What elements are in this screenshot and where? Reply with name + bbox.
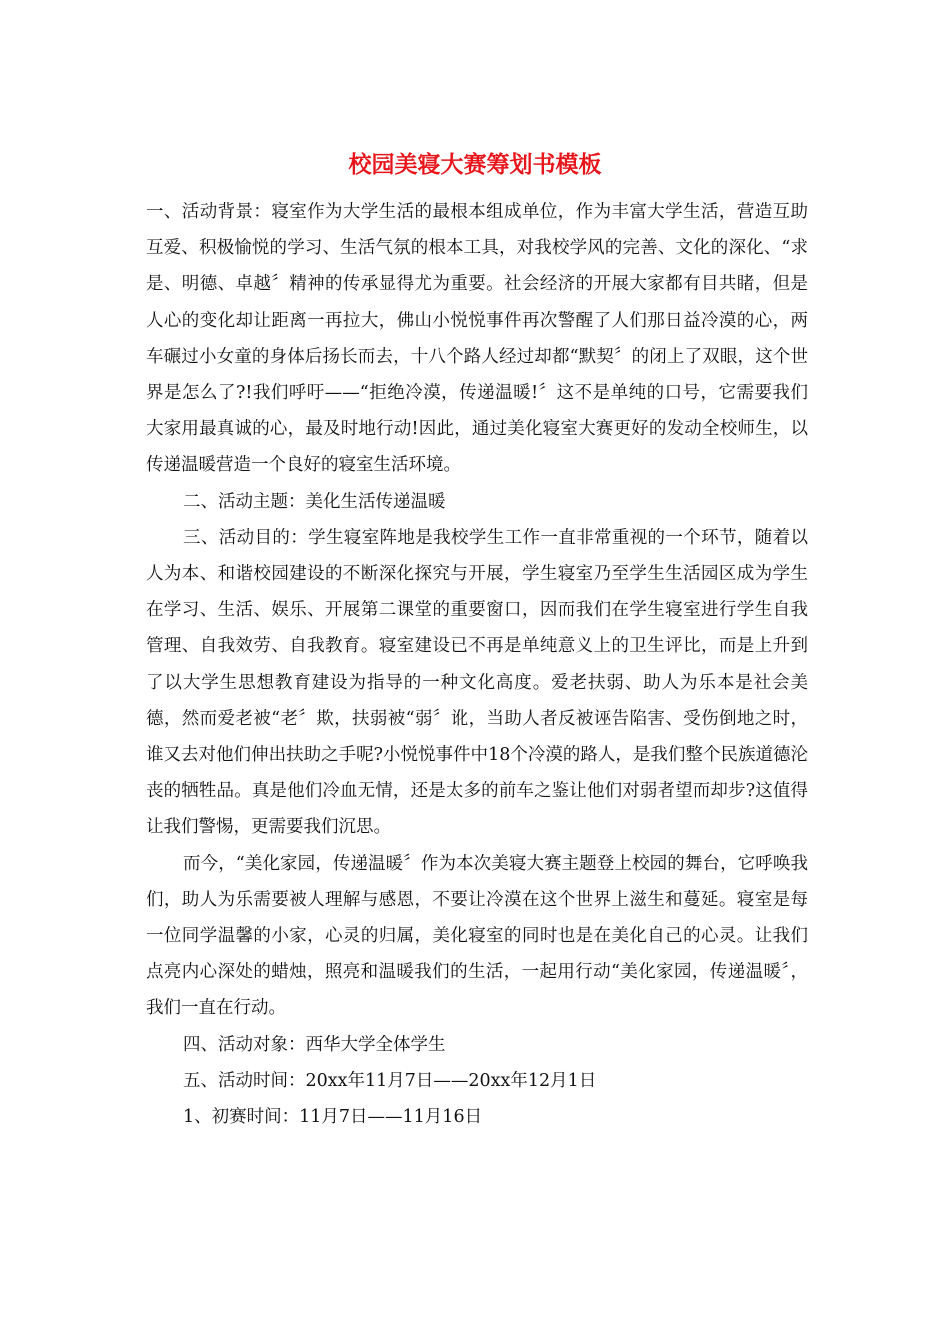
document-title: 校园美寝大赛筹划书模板: [348, 151, 602, 178]
paragraph-preliminary-time: 1、初赛时间：11月7日——11月16日: [183, 1107, 483, 1128]
paragraph-target: 四、活动对象：西华大学全体学生: [183, 1034, 446, 1055]
paragraph-theme: 二、活动主题：美化生活传递温暖: [183, 491, 446, 512]
paragraph-time: 五、活动时间：20xx年11月7日——20xx年12月1日: [183, 1070, 597, 1091]
paragraph-background: 一、活动背景：寝室作为大学生活的最根本组成单位，作为丰富大学生活，营造互助互爱、积极愉悦的学习、生活气氛的根本工具，对我校学风的完善、文化的深化、“求是、明德、卓越〞精神的传承显得尤为重要。社会经济的开展大家都有目共睹，但是人心的变化却让距离一再拉大，佛山小悦悦事件再次警醒了人们那日益冷漠的心，两车碾过小女童的身体后扬长而去，十八个路人经过却都“默契〞的闭上了双眼，这个世界是怎么了?!我们呼吁——“拒绝冷漠，传递温暖!〞这不是单纯的口号，它需要我们大家用最真诚的心，最及时地行动!因此，通过美化寝室大赛更好的发动全校师生，以传递温暖营造一个良好的寝室生活环境。: [146, 202, 808, 476]
document-body: [146, 194, 808, 1135]
paragraph-purpose: 三、活动目的：学生寝室阵地是我校学生工作一直非常重视的一个环节，随着以人为本、和谐校园建设的不断深化探究与开展，学生寝室乃至学生生活园区成为学生在学习、生活、娱乐、开展第二课堂的重要窗口，因而我们在学生寝室进行学生自我管理、自我效劳、自我教育。寝室建设已不再是单纯意义上的卫生评比，而是上升到了以大学生思想教育建设为指导的一种文化高度。爱老扶弱、助人为乐本是社会美德，然而爱老被“老〞欺，扶弱被“弱〞讹，当助人者反被诬告陷害、受伤倒地之时，谁又去对他们伸出扶助之手呢?小悦悦事件中18个冷漠的路人，是我们整个民族道德沦丧的牺牲品。真是他们冷血无情，还是太多的前车之鉴让他们对弱者望而却步?这值得让我们警惕，更需要我们沉思。: [146, 527, 808, 838]
paragraph-now: 而今，“美化家园，传递温暖〞作为本次美寝大赛主题登上校园的舞台，它呼唤我们，助人为乐需要被人理解与感恩，不要让冷漠在这个世界上滋生和蔓延。寝室是每一位同学温馨的小家，心灵的归属，美化寝室的同时也是在美化自己的心灵。让我们点亮内心深处的蜡烛，照亮和温暖我们的生活，一起用行动“美化家园，传递温暖〞，我们一直在行动。: [146, 853, 808, 1019]
